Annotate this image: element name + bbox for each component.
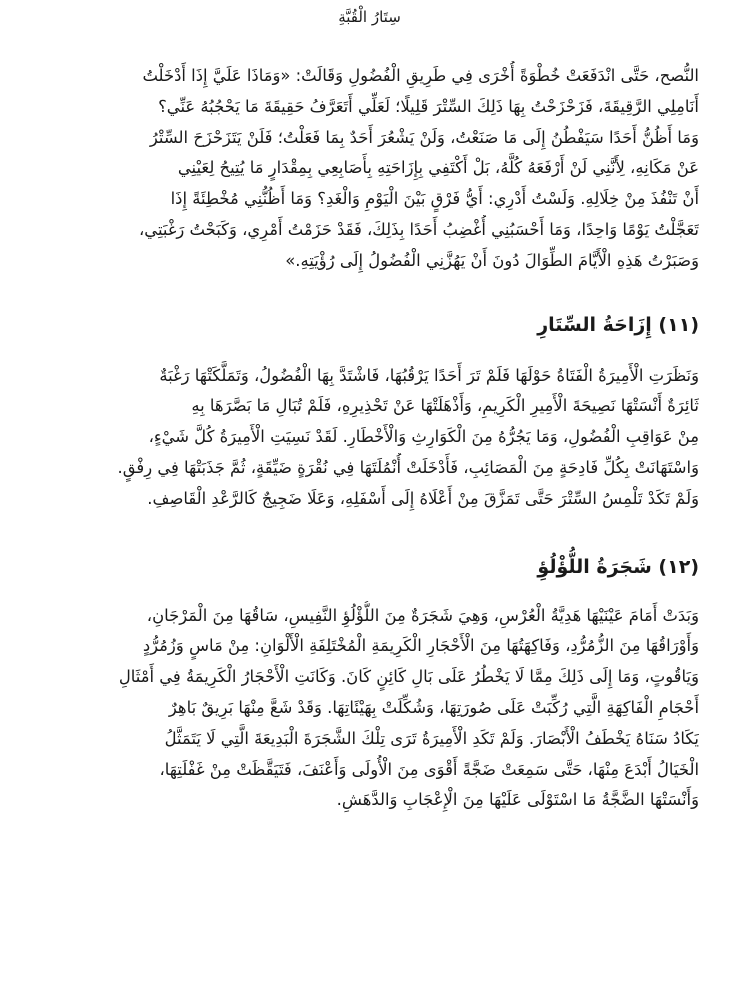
text-line: النُّصح، حَتَّى انْدَفَعَتْ خُطْوَةً أُخْرَى فِي طَرِيقِ الْفُضُولِ وَقَالَتْ: «وَمَاذَا عَلَيَّ إِذَا أَدْخَلْتُ (142, 66, 699, 85)
section-heading-11: (١١) إِزَاحَةُ السِّتَارِ (537, 313, 699, 336)
text-line: وَمَا أَظُنُّ أَحَدًا سَيَفْطُنُ إِلَى مَا صَنَعْتُ، وَلَنْ يَشْعُرَ أَحَدٌ بِمَا فَعَلْتُ؛ فَلَنْ يَتَزَحْزَحَ السِّتْرُ (149, 127, 699, 147)
text-line: ثَائِرَةٌ أَنْسَتْهَا نَصِيحَةَ الْأَمِيرِ الْكَرِيمِ، وَأَذْهَلَتْهَا عَنْ تَحْذِيرِهِ، فَلَمْ تُبَالِ مَا بَصَّرَهَا بِهِ (191, 396, 699, 416)
text-line: وَاسْتَهَانَتْ بِكُلِّ فَادِحَةٍ مِنَ الْمَصَائِبِ، فَأَدْخَلَتْ أُنْمُلَتَهَا فِي نُقْرَةٍ ضَيِّقَةٍ، ثُمَّ جَذَبَتْهَا فِي رِفْقٍ. (117, 457, 699, 477)
paragraph-2 (40, 361, 699, 515)
text-line: وَيَاقُوتٍ، وَمَا إِلَى ذَلِكَ مِمَّا لَا يَخْطُرُ عَلَى بَالِ كَائِنٍ كَانَ. وَكَانَتِ الْأَحْجَارُ الْكَرِيمَةُ فِي أَمْثَالِ (118, 667, 699, 687)
text-line: وَنَظَرَتِ الْأَمِيرَةُ الْفَتَاةُ حَوْلَهَا فَلَمْ تَرَ أَحَدًا يَرْقُبُهَا، فَاشْتَدَّ بِهَا الْفُضُولُ، وَتَمَلَّكَتْهَا رَغْبَةٌ (159, 365, 699, 385)
text-line: أَحْجَامِ الْفَاكِهَةِ الَّتِي رُكِّبَتْ عَلَى صُورَتِهَا، وَشُكِّلَتْ بِهَيْئَاتِهَا. وَقَدْ شَعَّ مِنْهَا بَرِيقٌ بَاهِرٌ (168, 697, 699, 717)
text-line: وَلَمْ تَكَدْ تَلْمِسُ السِّتْرَ حَتَّى تَمَزَّقَ مِنْ أَعْلَاهُ إِلَى أَسْفَلِهِ، وَعَلَا ضَجِيجٌ كَالرَّعْدِ الْقَاصِفِ. (147, 488, 699, 508)
text-line: الْخَيَالُ أَبْدَعَ مِنْهَا، حَتَّى سَمِعَتْ ضَجَّةً أَقْوَى مِنَ الْأُولَى وَأَعْنَفَ، فَتَيَقَّظَتْ مِنْ غَفْلَتِهَا، (159, 759, 699, 779)
section-heading-12: (١٢) شَجَرَةُ اللُّؤْلُؤِ (537, 555, 699, 578)
text-line: مِنْ عَوَاقِبِ الْفُضُولِ، وَمَا يَجُرُّهُ مِنَ الْكَوَارِثِ وَالْأَخْطَارِ. لَقَدْ نَسِيَتِ الْأَمِيرَةُ كُلَّ شَيْءٍ، (148, 427, 699, 447)
text-line: تَعَجَّلْتُ يَوْمًا وَاحِدًا، وَمَا أَحْسَبُنِي أُغْضِبُ أَحَدًا بِذَلِكَ، فَقَدْ حَزَمْتُ أَمْرِي، وَكَبَحْتُ رَغْبَتِي، (139, 219, 699, 239)
text-line: يَكَادُ سَنَاهُ يَخْطَفُ الْأَبْصَارَ. وَلَمْ تَكَدِ الْأَمِيرَةُ تَرَى تِلْكَ الشَّجَرَةَ الْبَدِيعَةَ الَّتِي لَا يَتَمَثَّلُ (164, 728, 699, 748)
text-line: وَأَوْرَاقُهَا مِنَ الزُّمُرُّدِ، وَفَاكِهَتُهَا مِنَ الْأَحْجَارِ الْكَرِيمَةِ الْمُخْتَلِفَةِ الْأَلْوَانِ: مِنْ مَاسٍ وَزُمُرُّدٍ (142, 636, 699, 656)
text-line: أَنْ تَنْفُذَ مِنْ خِلَالِهِ. وَلَسْتُ أَدْرِي: أَيُّ فَرْقٍ بَيْنَ الْيَوْمِ وَالْغَدِ؟ وَمَا أَظُنُّنِي مُخْطِئَةً إِذَا (170, 189, 699, 209)
text-line: وَأَنْسَتْهَا الضَّجَّةُ مَا اسْتَوْلَى عَلَيْهَا مِنَ الْإِعْجَابِ وَالدَّهَشِ. (336, 790, 699, 810)
text-line: وَبَدَتْ أَمَامَ عَيْنَيْهَا هَدِيَّةُ الْعُرْسِ، وَهِيَ شَجَرَةٌ مِنَ اللُّؤْلُؤِ النَّفِيسِ، سَاقُهَا مِنَ الْمَرْجَانِ، (146, 605, 699, 625)
text-line: وَصَبَرْتُ هَذِهِ الْأَيَّامَ الطِّوَالَ دُونَ أَنْ يَهُزَّنِي الْفُضُولُ إِلَى رُؤْيَتِهِ.» (285, 250, 699, 270)
text-line: عَنْ مَكَانِهِ، لِأَنَّنِي لَنْ أَرْفَعَهُ كُلَّهُ، بَلْ أَكْتَفِي بِإِزَاحَتِهِ بِأَصَابِعِي بِمِقْدَارٍ مَا يُتِيحُ لِعَيْنِي (177, 158, 699, 178)
text-line: أَنَامِلِي الرَّقِيقَةَ، فَزَحْزَحْتُ بِهَا ذَلِكَ السِّتْرَ قَلِيلًا؛ لَعَلِّي أَتَعَرَّفُ حَقِيقَةَ مَا يَحْجُبُهُ عَنِّي؟ (158, 96, 699, 116)
paragraph-1 (40, 61, 699, 277)
paragraph-3 (40, 601, 699, 817)
running-header: سِتَارُ الْقُبَّةِ (338, 8, 401, 26)
